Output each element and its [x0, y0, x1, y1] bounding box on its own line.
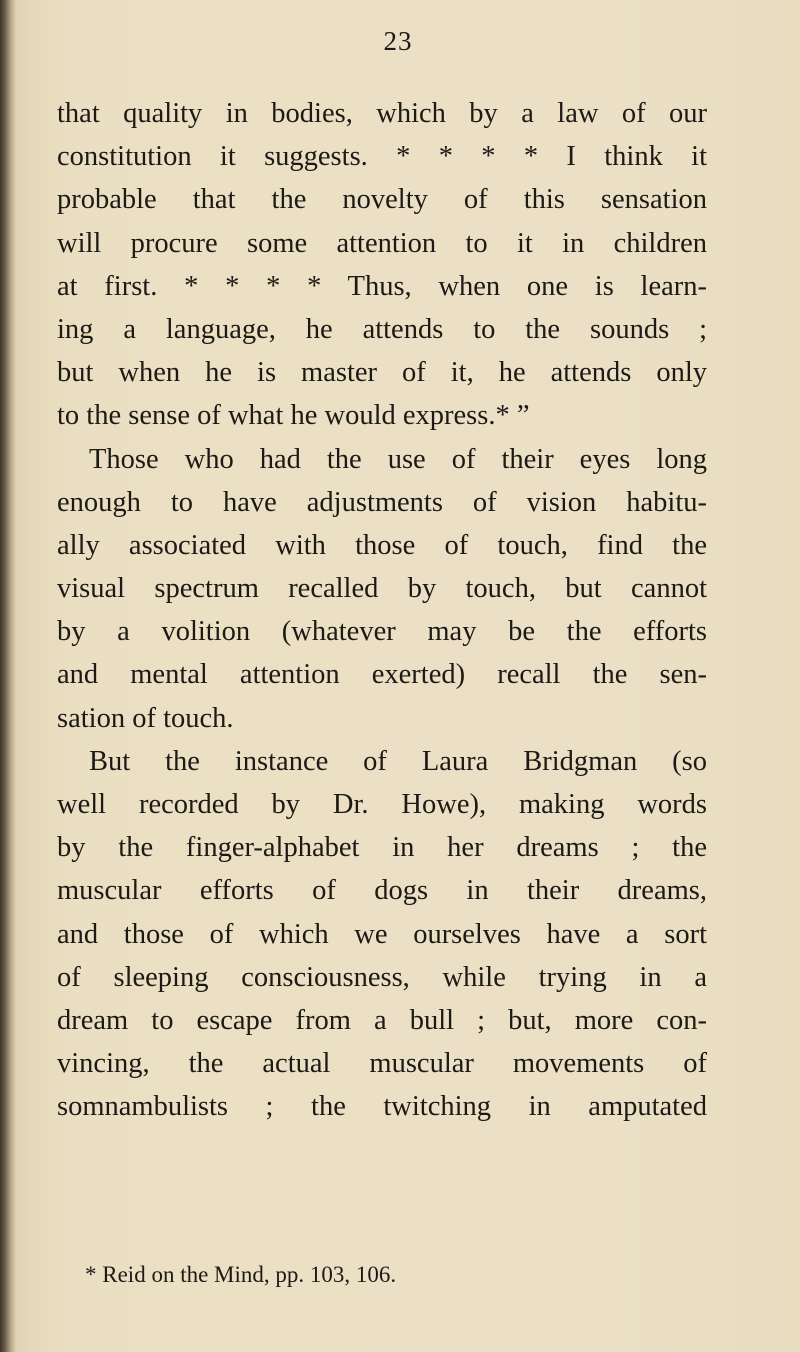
text-line: probable that the novelty of this sensation	[57, 184, 707, 216]
text-line: ally associated with those of touch, find the	[57, 529, 707, 561]
text-line: to the sense of what he would express.* ”	[57, 400, 530, 432]
text-line: well recorded by Dr. Howe), making words	[57, 789, 707, 820]
text-line: by the finger-alphabet in her dreams ; the	[57, 832, 707, 864]
text-line: sation of touch.	[57, 702, 234, 734]
text-line: constitution it suggests. * * * * I think it	[57, 141, 707, 173]
paragraph-start-line: Those who had the use of their eyes long	[89, 443, 707, 475]
text-line: visual spectrum recalled by touch, but cannot	[57, 573, 707, 605]
text-line: muscular efforts of dogs in their dreams,	[57, 875, 707, 907]
footnote: * Reid on the Mind, pp. 103, 106.	[85, 1262, 397, 1287]
text-line: that quality in bodies, which by a law of our	[57, 98, 707, 129]
text-line: vincing, the actual muscular movements of	[57, 1048, 707, 1080]
text-line: at first. * * * * Thus, when one is learn-	[57, 270, 707, 302]
page-number: 23	[383, 26, 413, 56]
text-line: but when he is master of it, he attends only	[57, 357, 707, 389]
binding-gutter	[0, 0, 16, 1352]
text-line: and those of which we ourselves have a sort	[57, 918, 707, 950]
text-line: dream to escape from a bull ; but, more con-	[57, 1004, 707, 1036]
paragraph-start-line: But the instance of Laura Bridgman (so	[89, 745, 707, 777]
text-line: somnambulists ; the twitching in amputated	[57, 1091, 707, 1123]
body-text	[57, 92, 707, 1129]
text-line: of sleeping consciousness, while trying in a	[57, 961, 707, 993]
text-line: and mental attention exerted) recall the sen-	[57, 659, 707, 691]
text-line: ing a language, he attends to the sounds ;	[57, 313, 707, 345]
text-line: will procure some attention to it in children	[57, 227, 707, 259]
text-line: by a volition (whatever may be the efforts	[57, 616, 707, 648]
text-line: enough to have adjustments of vision habitu-	[57, 486, 707, 518]
